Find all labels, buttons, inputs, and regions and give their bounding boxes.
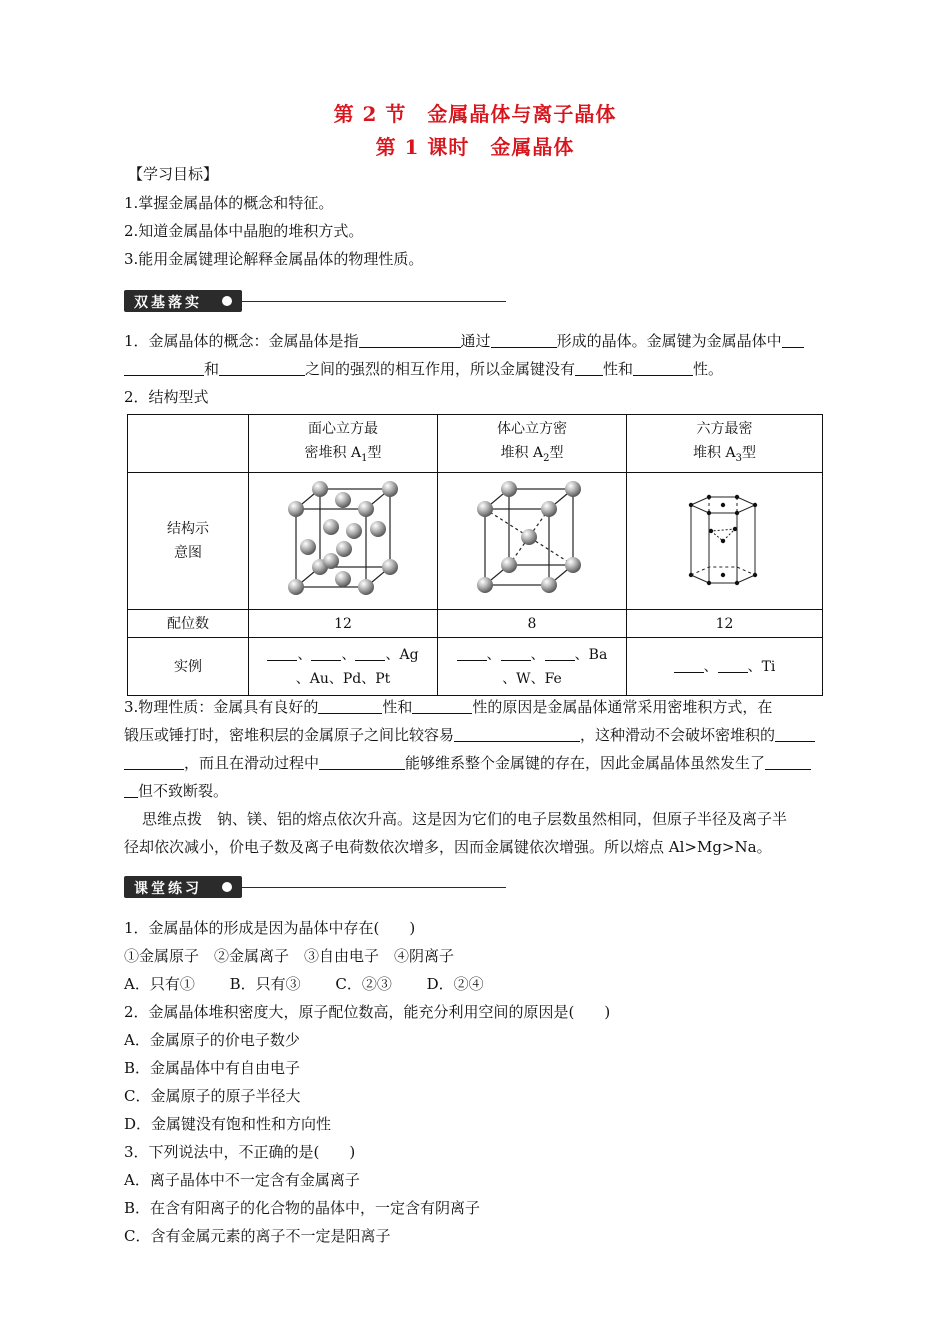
banner-dot-icon xyxy=(222,296,232,306)
examples-bcc: 、 、 、Ba 、W、Fe xyxy=(438,638,627,696)
q3-line2: 锻压或锤打时，密堆积层的金属原子之间比较容易 ，这种滑动不会破坏密堆积的 xyxy=(124,725,815,745)
examples-fcc: 、 、 、Ag 、Au、Pd、Pt xyxy=(249,638,438,696)
objective-2: 2.知道金属晶体中晶胞的堆积方式。 xyxy=(124,222,364,240)
basics-banner-label: 双基落实 xyxy=(134,295,202,311)
structure-table xyxy=(127,414,823,696)
q1-line2: 和 之间的强烈的相互作用，所以金属键没有 性和 性。 xyxy=(124,359,723,379)
practice-q1: 1．金属晶体的形成是因为晶体中存在( ) xyxy=(124,919,416,937)
practice-q1-choices: A．只有① B．只有③ C．②③ D．②④ xyxy=(124,975,484,993)
q3-line1: 3.物理性质：金属具有良好的 性和 性的原因是金属晶体通常采用密堆积方式，在 xyxy=(124,698,773,716)
col-head-bcc: 体心立方密 堆积 $A_2$型 xyxy=(438,415,627,473)
practice-q2-b: B．金属晶体中有自由电子 xyxy=(124,1059,301,1077)
q1-line1: 1．金属晶体的概念：金属晶体是指 通过 形成的晶体。金属键为金属晶体中 xyxy=(124,331,804,351)
practice-q3-b: B．在含有阳离子的化合物的晶体中，一定含有阴离子 xyxy=(124,1199,481,1217)
tip-line1: 思维点拨 钠、镁、铝的熔点依次升高。这是因为它们的电子层数虽然相同，但原子半径及离子半 xyxy=(142,810,788,828)
objective-1: 1.掌握金属晶体的概念和特征。 xyxy=(124,194,334,212)
practice-q2-c: C．金属原子的原子半径大 xyxy=(124,1087,301,1105)
practice-q3-c: C．含有金属元素的离子不一定是阳离子 xyxy=(124,1227,391,1245)
objectives-heading: 【学习目标】 xyxy=(128,165,219,183)
examples-hcp: 、 、Ti xyxy=(627,638,823,696)
hcp-diagram xyxy=(627,473,823,610)
practice-q1-options: ①金属原子 ②金属离子 ③自由电子 ④阴离子 xyxy=(124,947,455,965)
col-head-hcp: 六方最密 堆积 $A_3$型 xyxy=(627,415,823,473)
q3-line4: 但不致断裂。 xyxy=(124,781,228,801)
banner-dot-icon xyxy=(222,882,232,892)
practice-banner-label: 课堂练习 xyxy=(134,881,202,897)
section-title: 第 2 节 金属晶体与离子晶体 xyxy=(333,102,617,126)
practice-q2: 2．金属晶体堆积密度大，原子配位数高，能充分利用空间的原因是( ) xyxy=(124,1003,611,1021)
practice-q2-d: D．金属键没有饱和性和方向性 xyxy=(124,1115,332,1133)
practice-q3-a: A．离子晶体中不一定含有金属离子 xyxy=(124,1171,360,1189)
q2-label: 2．结构型式 xyxy=(124,388,209,406)
row-head-coord: 配位数 xyxy=(128,610,249,638)
row-head-structure: 结构示 意图 xyxy=(128,473,249,610)
lesson-title: 第 1 课时 金属晶体 xyxy=(375,135,575,159)
coord-hcp: 12 xyxy=(627,610,823,638)
col-head-fcc: 面心立方最 密堆积 $A_1$型 xyxy=(249,415,438,473)
practice-q2-a: A．金属原子的价电子数少 xyxy=(124,1031,300,1049)
coord-fcc: 12 xyxy=(249,610,438,638)
bcc-diagram xyxy=(438,473,627,610)
practice-q3: 3．下列说法中，不正确的是( ) xyxy=(124,1143,356,1161)
coord-bcc: 8 xyxy=(438,610,627,638)
fcc-diagram xyxy=(249,473,438,610)
row-head-examples: 实例 xyxy=(128,638,249,696)
q3-line3: ，而且在滑动过程中 能够维系整个金属键的存在，因此金属晶体虽然发生了 xyxy=(124,753,811,773)
tip-line2: 径却依次减小，价电子数及离子电荷数依次增多，因而金属键依次增强。所以熔点 Al>Mg>Na。 xyxy=(124,838,772,856)
objective-3: 3.能用金属键理论解释金属晶体的物理性质。 xyxy=(124,250,424,268)
